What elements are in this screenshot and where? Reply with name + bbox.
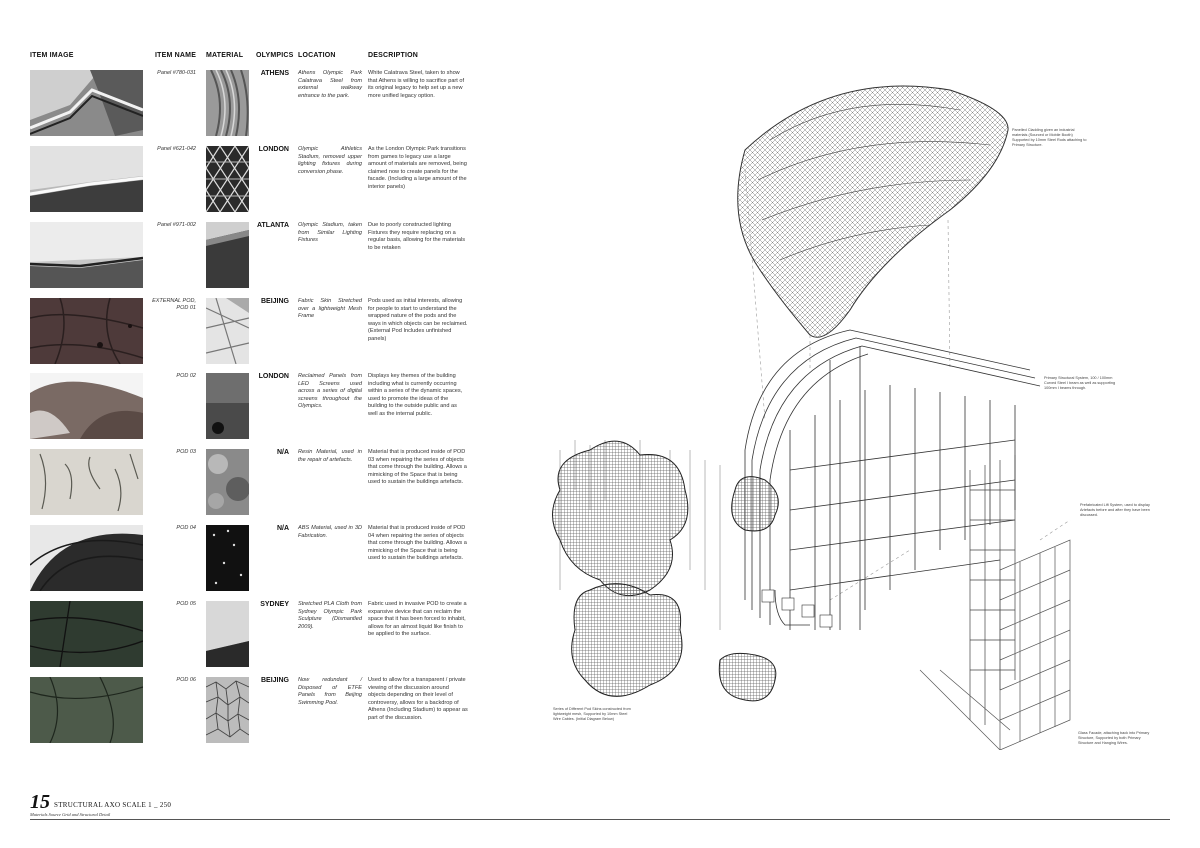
item-name: POD 05 bbox=[176, 601, 196, 607]
description-text: Material that is produced inside of POD 03 when repairing the series of objects that come through the building. Allows a mimicking of the Space that is being used to sustain the buildings artefacts. bbox=[368, 449, 467, 486]
olympics-city: ATLANTA bbox=[256, 222, 289, 229]
olympics-city: N/A bbox=[276, 449, 289, 456]
table-row bbox=[30, 146, 470, 212]
location-text: Olympic Stadium, taken from Similar Lighting Fixtures bbox=[298, 222, 362, 244]
item-image bbox=[30, 601, 143, 667]
glass-facade bbox=[920, 540, 1070, 750]
header-item-image: ITEM IMAGE bbox=[30, 52, 74, 59]
description-text: Fabric used in invasive POD to create a expansive device that can reclaim the space that it has been forced to inhabit, allows for an almost liquid like finish to be applied to the surface. bbox=[368, 601, 467, 638]
item-image bbox=[30, 146, 143, 212]
footer-rule bbox=[30, 819, 1170, 820]
table-row bbox=[30, 449, 470, 515]
olympics-city: LONDON bbox=[258, 146, 289, 153]
olympics-city: BEIJING bbox=[260, 677, 289, 684]
header-olympics: OLYMPICS bbox=[256, 52, 294, 59]
item-name: POD 06 bbox=[176, 677, 196, 683]
page-title: STRUCTURAL AXO SCALE 1 _ 250 bbox=[54, 801, 172, 809]
table-row bbox=[30, 601, 470, 667]
description-text: Material that is produced inside of POD 04 when repairing the series of objects that come through the building. Allows a mimicking of the Space that is being used to sustain the buildings artefacts. bbox=[368, 525, 467, 562]
table-row bbox=[30, 677, 470, 743]
pod-skins bbox=[553, 441, 779, 701]
item-image bbox=[30, 298, 143, 364]
location-text: Fabric Skin Stretched over a lightweight Mesh Frame bbox=[298, 298, 362, 320]
material-image bbox=[206, 525, 249, 591]
footings bbox=[762, 590, 832, 627]
item-name: POD 03 bbox=[176, 449, 196, 455]
olympics-city: N/A bbox=[276, 525, 289, 532]
material-image bbox=[206, 70, 249, 136]
description-text: White Calatrava Steel, taken to show that Athens is willing to sacrifice part of its original legacy to help set up a new more unified legacy option. bbox=[368, 70, 465, 99]
description-text: Used to allow for a transparent / private viewing of the discussion around objects depending on their level of controversy, allows for a backdrop of Athens (Including Stadium) to appear as part of the discussion. bbox=[368, 677, 468, 721]
page-number: 15 bbox=[30, 791, 50, 813]
note-pods: Series of Different Pod Skins constructed from lightweight mesh, Supported by 10mm Steel Wire Cables. (Initial Diagram Below) bbox=[553, 707, 631, 721]
description-text: Displays key themes of the building including what is currently occurring within a series of the dynamic spaces, used to promote the ideas of the building to the outside public and as well as the internal public. bbox=[368, 373, 463, 417]
olympics-city: BEIJING bbox=[260, 298, 289, 305]
description-text: Due to poorly constructed lighting Fixtures they require replacing on a regular basis, allowing for the materials to be retaken bbox=[368, 222, 466, 251]
description-text: Pods used as initial interests, allowing for people to start to understand the wrapped nature of the pods and the ways in which objects can be reclaimed. (External Pod Includes unfinished panels) bbox=[368, 298, 468, 342]
header-description: DESCRIPTION bbox=[368, 52, 419, 59]
header-item-name: ITEM NAME bbox=[155, 52, 197, 59]
material-image bbox=[206, 601, 249, 667]
location-text: Olympic Athletics Stadium, removed upper lighting fixtures during conversion phase. bbox=[298, 146, 362, 175]
item-image bbox=[30, 677, 143, 743]
material-image bbox=[206, 298, 249, 364]
table-row bbox=[30, 373, 470, 439]
location-text: Athens Olympic Park Calatrava Steel from external walkway entrance to the park. bbox=[298, 70, 362, 99]
olympics-city: LONDON bbox=[258, 373, 289, 380]
item-name: POD 02 bbox=[176, 373, 196, 379]
item-name: Panel #780-031 bbox=[157, 70, 196, 76]
lift-system bbox=[970, 455, 1015, 725]
item-image bbox=[30, 449, 143, 515]
table-row bbox=[30, 298, 470, 364]
material-image bbox=[206, 449, 249, 515]
olympics-city: SYDNEY bbox=[260, 601, 289, 608]
structural-axo-drawing bbox=[530, 70, 1130, 750]
table-row bbox=[30, 70, 470, 136]
note-glass-facade: Glass Facade, attaching back into Primary Structure, Supported by both Primary Structure and Hanging Wires. bbox=[1078, 731, 1150, 745]
cladding-shell bbox=[738, 86, 1008, 337]
note-primary-structure: Primary Structural System, 100 / 100mm Curved Steel I beam as well as supporting 100mm I beams through. bbox=[1044, 376, 1116, 390]
header-location: LOCATION bbox=[298, 52, 336, 59]
note-cladding: Panelled Cladding given an industrial materials (Sourced or Mobile Booth) Supported by 10mm Steel Rods attaching to Primary Structure. bbox=[1012, 128, 1087, 147]
header-material: MATERIAL bbox=[206, 52, 244, 59]
description-text: As the London Olympic Park transitions from games to legacy use a large amount of materials are removed, being claimed now to create panels for the facade. (Including a large amount of the interior panels) bbox=[368, 146, 467, 190]
item-image bbox=[30, 222, 143, 288]
item-image bbox=[30, 70, 143, 136]
material-image bbox=[206, 222, 249, 288]
location-text: Resin Material, used in the repair of artefacts. bbox=[298, 449, 362, 463]
note-lift-system: Prefabricated Lift System, used to display Artefacts before and after they have been discussed. bbox=[1080, 503, 1150, 517]
page-subtitle: Materials Source Grid and Structural Detail bbox=[30, 812, 111, 817]
location-text: Reclaimed Panels from LED Screens used across a series of digital screens throughout the Olympics. bbox=[298, 373, 362, 410]
material-image bbox=[206, 373, 249, 439]
material-image bbox=[206, 146, 249, 212]
table-row bbox=[30, 525, 470, 591]
item-name: Panel #971-002 bbox=[157, 222, 196, 228]
material-image bbox=[206, 677, 249, 743]
location-text: Now redundant / Disposed of ETFE Panels from Beijing Swimming Pool. bbox=[298, 677, 362, 706]
item-image bbox=[30, 373, 143, 439]
item-image bbox=[30, 525, 143, 591]
location-text: ABS Material, used in 3D Fabrication. bbox=[298, 525, 362, 539]
table-row bbox=[30, 222, 470, 288]
item-name: POD 04 bbox=[176, 525, 196, 531]
primary-structure bbox=[745, 330, 1040, 630]
item-name: EXTERNAL POD, POD 01 bbox=[152, 298, 196, 311]
location-text: Stretched PLA Cloth from Sydney Olympic Park Sculpture (Dismantled 2009). bbox=[298, 601, 362, 630]
olympics-city: ATHENS bbox=[260, 70, 289, 77]
item-name: Panel #621-042 bbox=[157, 146, 196, 152]
